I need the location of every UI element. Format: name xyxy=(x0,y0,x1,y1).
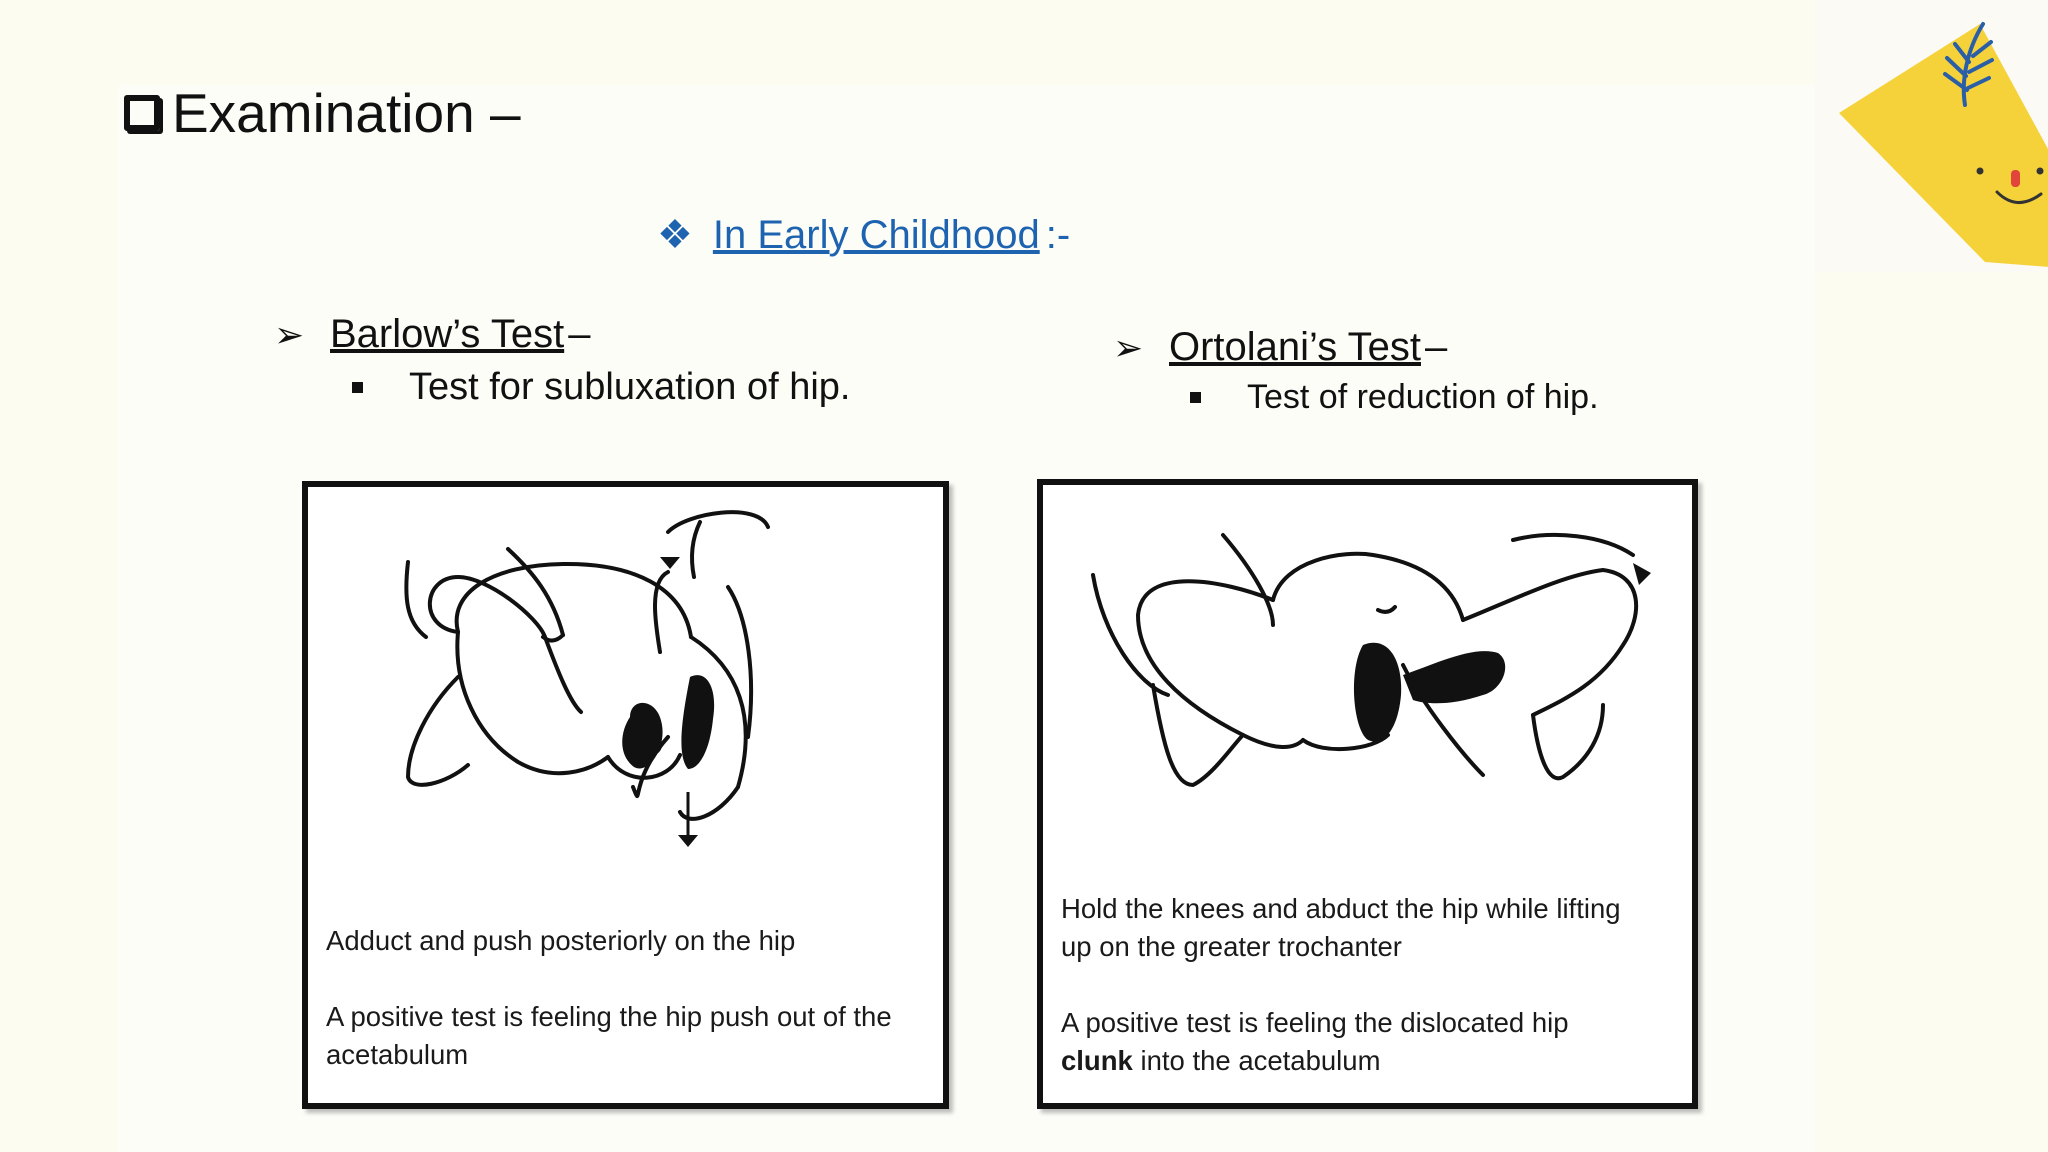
arrow-bullet-icon: ➢ xyxy=(274,314,305,355)
smiling-triangle-icon xyxy=(1815,0,2048,272)
ortolani-figure xyxy=(1037,479,1698,1109)
barlow-figure xyxy=(302,481,949,1109)
barlow-bullet-text: Test for subluxation of hip. xyxy=(409,366,851,408)
barlow-test-name: Barlow’s Test xyxy=(330,312,565,356)
checkbox-bullet-icon xyxy=(124,95,160,131)
arrow-bullet-icon: ➢ xyxy=(1113,327,1144,368)
ortolani-bullet-text: Test of reduction of hip. xyxy=(1247,378,1599,416)
corner-decoration xyxy=(1815,0,2048,272)
early-childhood-link[interactable]: In Early Childhood xyxy=(712,212,1040,257)
ortolani-caption-line1a: Hold the knees and abduct the hip while lifting xyxy=(1061,893,1621,924)
ortolani-dash: – xyxy=(1424,325,1448,369)
slide-title xyxy=(124,78,521,148)
barlow-illustration xyxy=(308,487,943,887)
ortolani-caption-line2 xyxy=(1061,1042,1621,1080)
diamond-bullet-icon: ❖ xyxy=(657,213,693,257)
clunk-bold-word: clunk xyxy=(1061,1045,1133,1076)
ortolani-illustration xyxy=(1043,485,1692,865)
ortolani-heading xyxy=(1113,325,1447,370)
ortolani-bullet xyxy=(1190,378,1599,417)
square-bullet-icon xyxy=(1190,392,1201,403)
title-text: Examination – xyxy=(172,82,521,144)
square-bullet-icon xyxy=(352,382,363,393)
barlow-caption xyxy=(326,922,892,1074)
ortolani-caption-line1b: up on the greater trochanter xyxy=(1061,931,1402,962)
section-heading-suffix: :- xyxy=(1045,212,1071,257)
ortolani-caption-line2a: A positive test is feeling the dislocated hip xyxy=(1061,1007,1569,1038)
barlow-caption-line1: Adduct and push posteriorly on the hip xyxy=(326,925,796,956)
ortolani-caption xyxy=(1061,890,1621,1080)
barlow-dash: – xyxy=(568,312,591,356)
barlow-caption-line2a: A positive test is feeling the hip push out of the xyxy=(326,1001,892,1032)
ortolani-caption-line2b: into the acetabulum xyxy=(1132,1045,1381,1076)
barlow-heading xyxy=(274,312,590,357)
barlow-caption-line2b: acetabulum xyxy=(326,1039,469,1070)
ortolani-test-name: Ortolani’s Test xyxy=(1169,325,1421,369)
barlow-bullet xyxy=(352,366,850,409)
section-heading xyxy=(657,212,1070,258)
